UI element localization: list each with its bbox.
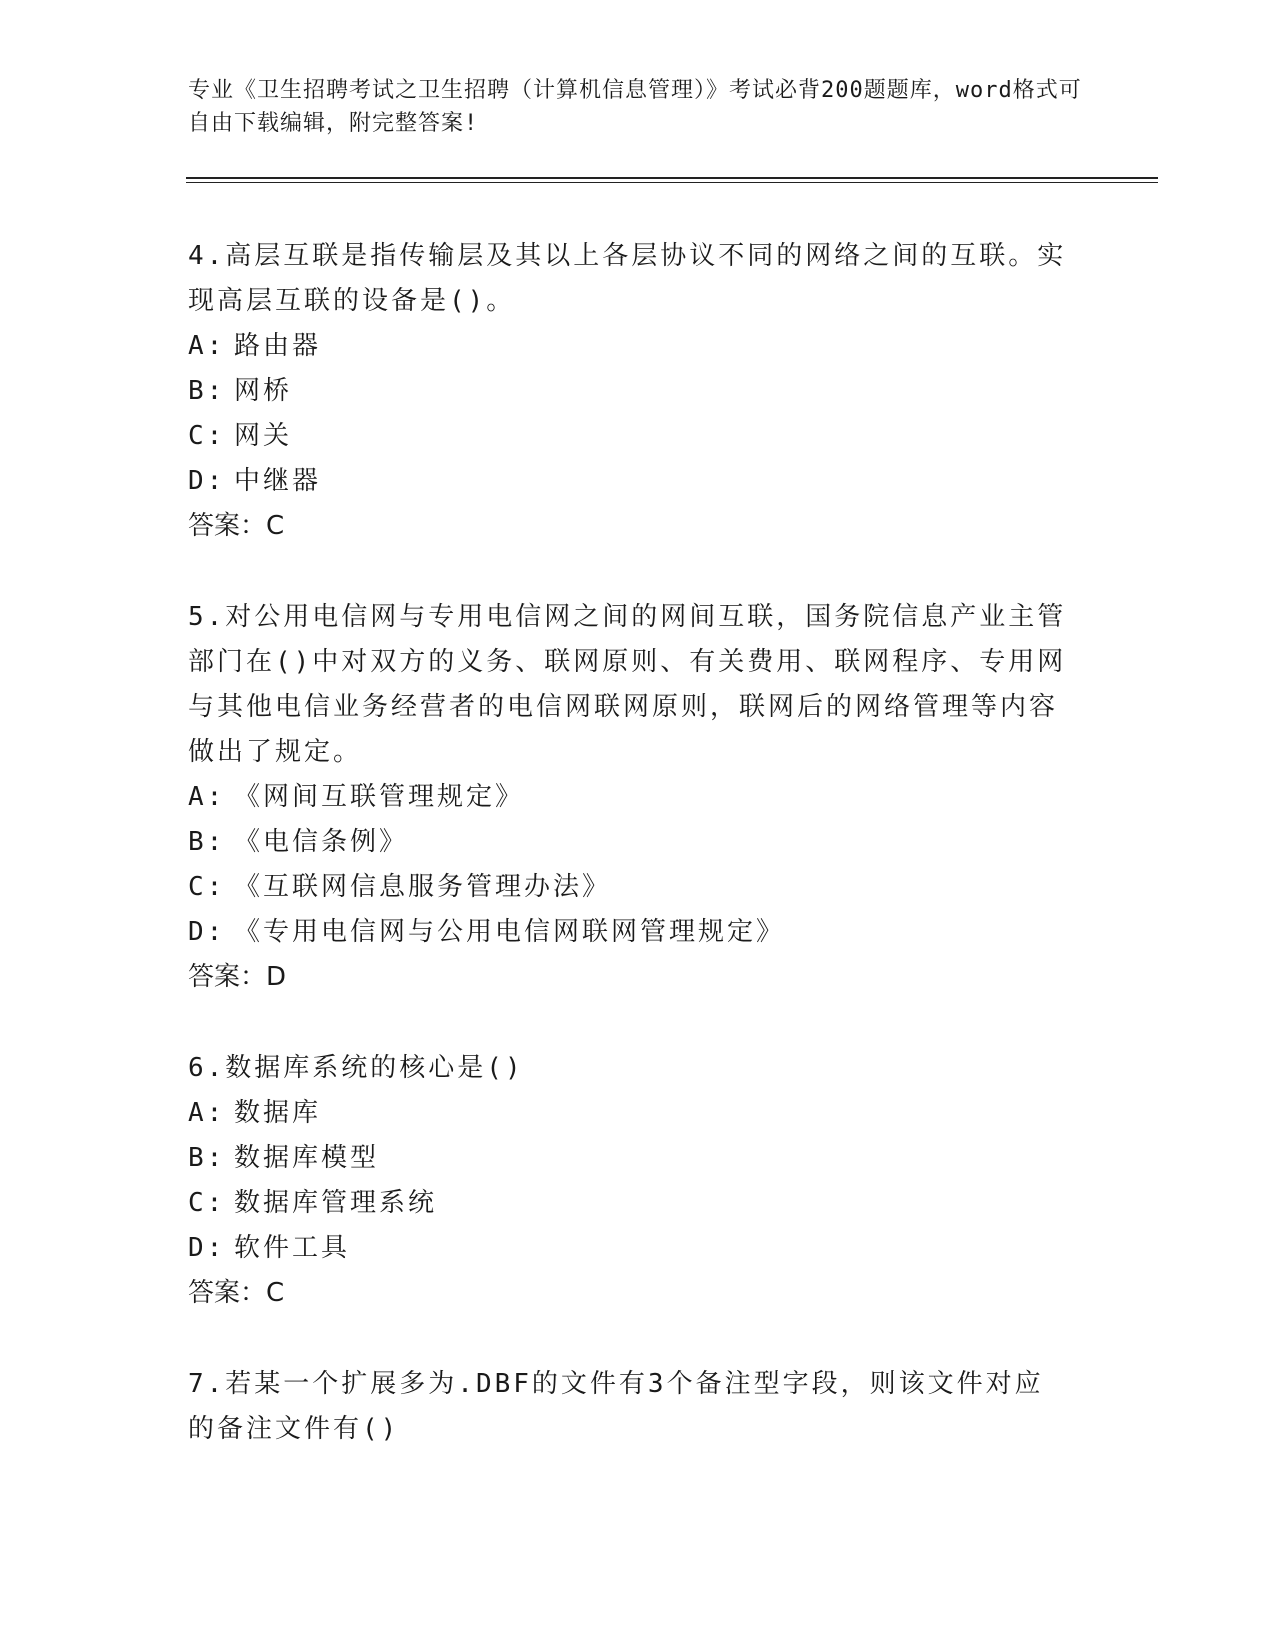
- option-text: 数据库管理系统: [234, 1188, 438, 1218]
- option-d: [188, 459, 1068, 504]
- option-b: [188, 820, 1068, 865]
- option-a: [188, 1091, 1068, 1136]
- option-text: 数据库: [234, 1098, 322, 1128]
- answer-line: 答案：D: [188, 962, 287, 992]
- question-text: 4.高层互联是指传输层及其以上各层协议不同的网络之间的互联。实现高层互联的设备是()。: [188, 241, 1067, 316]
- option-letter: D:: [188, 917, 226, 947]
- question-text: 7.若某一个扩展多为.DBF的文件有3个备注型字段，则该文件对应的备注文件有(): [188, 1369, 1044, 1444]
- document-title: 专业《卫生招聘考试之卫生招聘（计算机信息管理）》考试必背200题题库，word格式可自由下载编辑，附完整答案!: [188, 78, 1082, 136]
- option-b: [188, 1136, 1068, 1181]
- option-c: [188, 414, 1068, 459]
- option-text: 《网间互联管理规定》: [234, 782, 525, 812]
- option-b: [188, 369, 1068, 414]
- question-4: [188, 234, 1068, 549]
- option-letter: B:: [188, 1143, 226, 1173]
- option-letter: A:: [188, 331, 226, 361]
- page-header: [188, 74, 1088, 140]
- option-letter: B:: [188, 827, 226, 857]
- answer-line: 答案：C: [188, 511, 285, 541]
- option-letter: C:: [188, 1188, 226, 1218]
- option-text: 数据库模型: [234, 1143, 380, 1173]
- option-text: 网关: [234, 421, 293, 451]
- header-divider: [186, 177, 1158, 183]
- question-list: [188, 234, 1068, 1498]
- option-text: 网桥: [234, 376, 293, 406]
- option-letter: D:: [188, 1233, 226, 1263]
- option-letter: B:: [188, 376, 226, 406]
- question-text: 5.对公用电信网与专用电信网之间的网间互联，国务院信息产业主管部门在()中对双方的义务、联网原则、有关费用、联网程序、专用网与其他电信业务经营者的电信网联网原则，联网后的网络管理等内容做出了规定。: [188, 602, 1067, 767]
- option-list: [188, 775, 1068, 955]
- option-letter: D:: [188, 466, 226, 496]
- option-letter: A:: [188, 782, 226, 812]
- option-c: [188, 865, 1068, 910]
- question-7: [188, 1362, 1068, 1452]
- option-a: [188, 775, 1068, 820]
- question-text: 6.数据库系统的核心是(): [188, 1053, 524, 1083]
- option-d: [188, 1226, 1068, 1271]
- option-text: 《电信条例》: [234, 827, 409, 857]
- option-list: [188, 1091, 1068, 1271]
- option-text: 《互联网信息服务管理办法》: [234, 872, 612, 902]
- option-list: [188, 324, 1068, 504]
- question-5: [188, 595, 1068, 1000]
- option-letter: A:: [188, 1098, 226, 1128]
- option-d: [188, 910, 1068, 955]
- option-letter: C:: [188, 421, 226, 451]
- answer-line: 答案：C: [188, 1278, 285, 1308]
- option-text: 软件工具: [234, 1233, 351, 1263]
- question-6: [188, 1046, 1068, 1316]
- option-text: 中继器: [234, 466, 322, 496]
- option-text: 路由器: [234, 331, 322, 361]
- option-text: 《专用电信网与公用电信网联网管理规定》: [234, 917, 786, 947]
- option-c: [188, 1181, 1068, 1226]
- option-letter: C:: [188, 872, 226, 902]
- option-a: [188, 324, 1068, 369]
